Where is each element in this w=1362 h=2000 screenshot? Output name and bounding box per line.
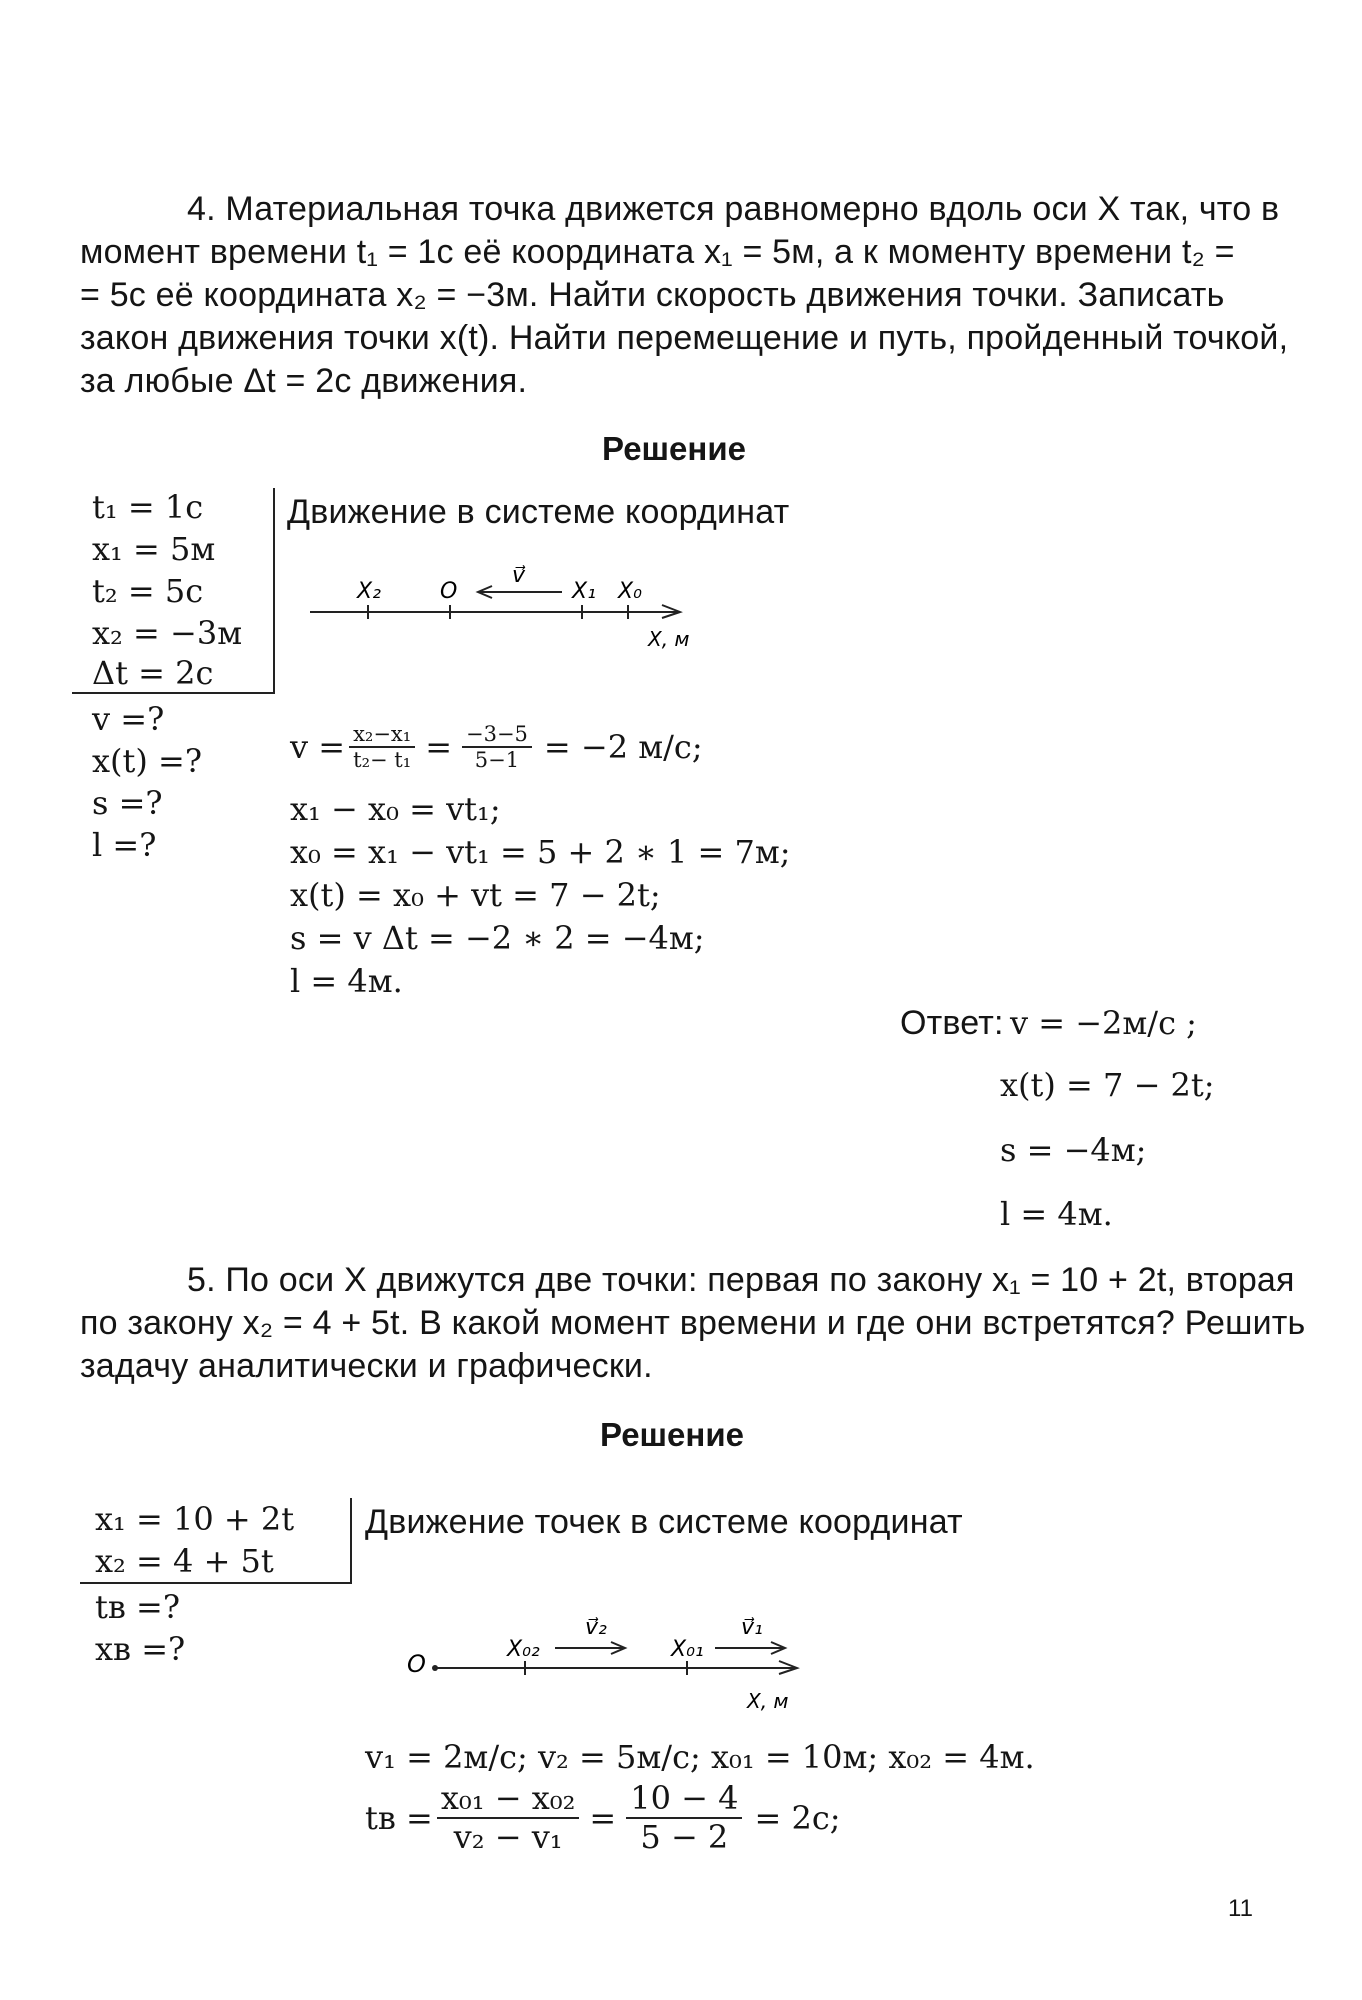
equation-5: s = v Δt = −2 ∗ 2 = −4м; <box>290 919 705 957</box>
equation-2: x₁ − x₀ = vt₁; <box>290 790 501 828</box>
meeting-fraction-numeric <box>626 1780 742 1856</box>
meeting-time-rhs: = 2c; <box>754 1798 841 1837</box>
problem4-line3: = 5c её координата x₂ = −3м. Найти скорость движения точки. Записать <box>80 276 1225 314</box>
label-x01: X₀₁ <box>671 1637 704 1662</box>
label-origin-2: O <box>407 1650 426 1678</box>
problem5-values: v₁ = 2м/c; v₂ = 5м/c; x₀₁ = 10м; x₀₂ = 4м. <box>365 1738 1035 1776</box>
answer-velocity: v = −2м/c ; <box>1010 1004 1197 1042</box>
find-l: l =? <box>92 826 157 864</box>
answer-law: x(t) = 7 − 2t; <box>1000 1066 1215 1104</box>
meeting-time-lhs: tв = <box>365 1798 433 1837</box>
given5-x1: x₁ = 10 + 2t <box>95 1500 295 1538</box>
find5-t: tв =? <box>95 1588 181 1626</box>
answer-displacement: s = −4м; <box>1000 1131 1147 1169</box>
problem4-line2: момент времени t₁ = 1c её координата x₁ = 5м, а к моменту времени t₂ = <box>80 233 1235 271</box>
velocity-formula <box>290 722 703 772</box>
find-xt: x(t) =? <box>92 742 203 780</box>
given5-x2: x₂ = 4 + 5t <box>95 1542 274 1580</box>
equation-3: x₀ = x₁ − vt₁ = 5 + 2 ∗ 1 = 7м; <box>290 833 791 871</box>
fraction-symbolic-den: t₂− t₁ <box>353 748 412 773</box>
fraction-symbolic-num: x₂−x₁ <box>349 722 415 748</box>
meeting-time-formula <box>365 1780 841 1856</box>
given5-underline <box>80 1582 352 1584</box>
find5-x: xв =? <box>95 1630 186 1668</box>
meeting-fraction-symbolic-num: x₀₁ − x₀₂ <box>437 1780 580 1819</box>
fraction-numeric-num: −3−5 <box>462 722 532 748</box>
given-underline <box>72 692 275 694</box>
equals-sign: = <box>425 728 452 767</box>
problem5-line3: задачу аналитически и графически. <box>80 1347 653 1385</box>
given-dt: Δt = 2c <box>92 654 214 692</box>
find-v: v =? <box>92 700 165 738</box>
problem4-line4: закон движения точки x(t). Найти перемещение и путь, пройденный точкой, <box>80 319 1289 357</box>
given-divider <box>273 488 275 694</box>
label-v1: v⃗₁ <box>741 1615 763 1640</box>
problem5-solution-heading: Решение <box>600 1416 744 1453</box>
label-v2: v⃗₂ <box>585 1615 607 1640</box>
problem5-line2: по закону x₂ = 4 + 5t. В какой момент времени и где они встретятся? Решить <box>80 1304 1306 1342</box>
label-axis-2: X, м <box>747 1689 789 1713</box>
problem4-sketch-title: Движение в системе координат <box>287 493 790 531</box>
fraction-numeric <box>462 722 532 772</box>
given-t1: t₁ = 1c <box>92 488 204 526</box>
given-t2: t₂ = 5c <box>92 572 204 610</box>
equation-6: l = 4м. <box>290 962 403 1000</box>
equation-4: x(t) = x₀ + vt = 7 − 2t; <box>290 876 661 914</box>
label-axis: X, м <box>648 627 690 651</box>
velocity-rhs: = −2 м/с; <box>543 728 703 767</box>
answer-path: l = 4м. <box>1000 1195 1113 1233</box>
problem5-sketch-title: Движение точек в системе координат <box>365 1503 963 1541</box>
label-x0: X₀ <box>618 579 642 604</box>
answer-label: Ответ: <box>900 1004 1004 1042</box>
given-x2: x₂ = −3м <box>92 614 243 652</box>
label-x1: X₁ <box>572 579 596 604</box>
problem4-solution-heading: Решение <box>602 430 746 467</box>
meeting-fraction-symbolic-den: v₂ − v₁ <box>453 1817 563 1856</box>
fraction-numeric-den: 5−1 <box>474 748 520 773</box>
meeting-fraction-symbolic <box>437 1780 580 1856</box>
problem4-line1: 4. Материальная точка движется равномерно вдоль оси X так, что в <box>187 190 1280 228</box>
label-x02: X₀₂ <box>507 1637 540 1662</box>
label-v: v⃗ <box>512 563 526 588</box>
axis-sketch-1 <box>300 548 720 658</box>
meeting-equals-sign: = <box>589 1798 617 1837</box>
velocity-lhs: v = <box>290 728 346 767</box>
given-x1: x₁ = 5м <box>92 530 216 568</box>
label-x2: X₂ <box>357 579 381 604</box>
label-origin: O <box>440 579 458 604</box>
problem4-line5: за любые Δt = 2c движения. <box>80 362 528 400</box>
problem5-line1: 5. По оси X движутся две точки: первая по закону x₁ = 10 + 2t, вторая <box>187 1261 1295 1299</box>
meeting-fraction-numeric-den: 5 − 2 <box>640 1817 729 1856</box>
find-s: s =? <box>92 784 163 822</box>
axis-sketch-2 <box>395 1598 825 1718</box>
given5-divider <box>350 1498 352 1584</box>
origin-dot <box>432 1665 438 1671</box>
page-number: 11 <box>1228 1895 1253 1922</box>
fraction-symbolic <box>349 722 415 772</box>
meeting-fraction-numeric-num: 10 − 4 <box>626 1780 742 1819</box>
